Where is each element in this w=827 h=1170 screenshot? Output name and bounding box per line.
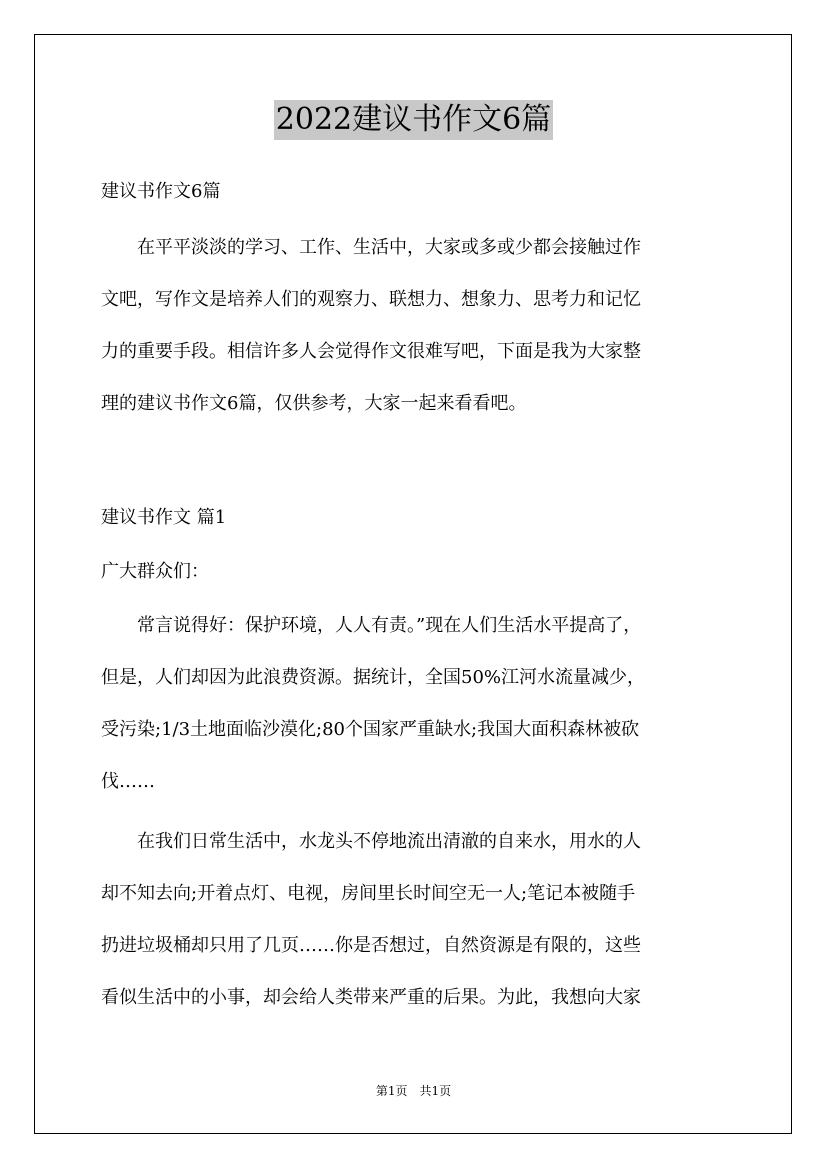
paragraph-line: 伐……: [101, 771, 155, 792]
document-title: 2022建议书作文6篇: [274, 100, 553, 140]
paragraph-line: 扔进垃圾桶却只用了几页……你是否想过，自然资源是有限的，这些: [101, 935, 641, 956]
paragraph-line: 在我们日常生活中，水龙头不停地流出清澈的自来水，用水的人: [101, 831, 641, 852]
paragraph-line: 但是，人们却因为此浪费资源。据统计，全国50%江河水流量减少，: [101, 667, 646, 688]
paragraph-line: 常言说得好：保护环境，人人有责。”现在人们生活水平提高了，: [101, 615, 642, 636]
paragraph-2: [101, 816, 731, 1024]
salutation: 广大群众们：: [101, 561, 209, 582]
paragraph-line: 受污染;1/3土地面临沙漠化;80个国家严重缺水;我国大面积森林被砍: [101, 719, 640, 740]
paragraph-1: [101, 600, 731, 808]
paragraph-line: 力的重要手段。相信许多人会觉得作文很难写吧，下面是我为大家整: [101, 341, 641, 362]
document-subtitle: 建议书作文6篇: [101, 181, 221, 202]
paragraph-line: 看似生活中的小事，却会给人类带来严重的后果。为此，我想向大家: [101, 987, 641, 1008]
paragraph-line: 文吧，写作文是培养人们的观察力、联想力、想象力、思考力和记忆: [101, 289, 641, 310]
intro-paragraph: [101, 222, 731, 430]
paragraph-line: 在平平淡淡的学习、工作、生活中，大家或多或少都会接触过作: [101, 237, 641, 258]
page-footer: 第1页 共1页: [375, 1084, 452, 1098]
section-heading: 建议书作文 篇1: [101, 507, 227, 528]
title-container: [0, 100, 827, 140]
paragraph-line: 理的建议书作文6篇，仅供参考，大家一起来看看吧。: [101, 393, 527, 414]
paragraph-line: 却不知去向;开着点灯、电视，房间里长时间空无一人;笔记本被随手: [101, 883, 636, 904]
